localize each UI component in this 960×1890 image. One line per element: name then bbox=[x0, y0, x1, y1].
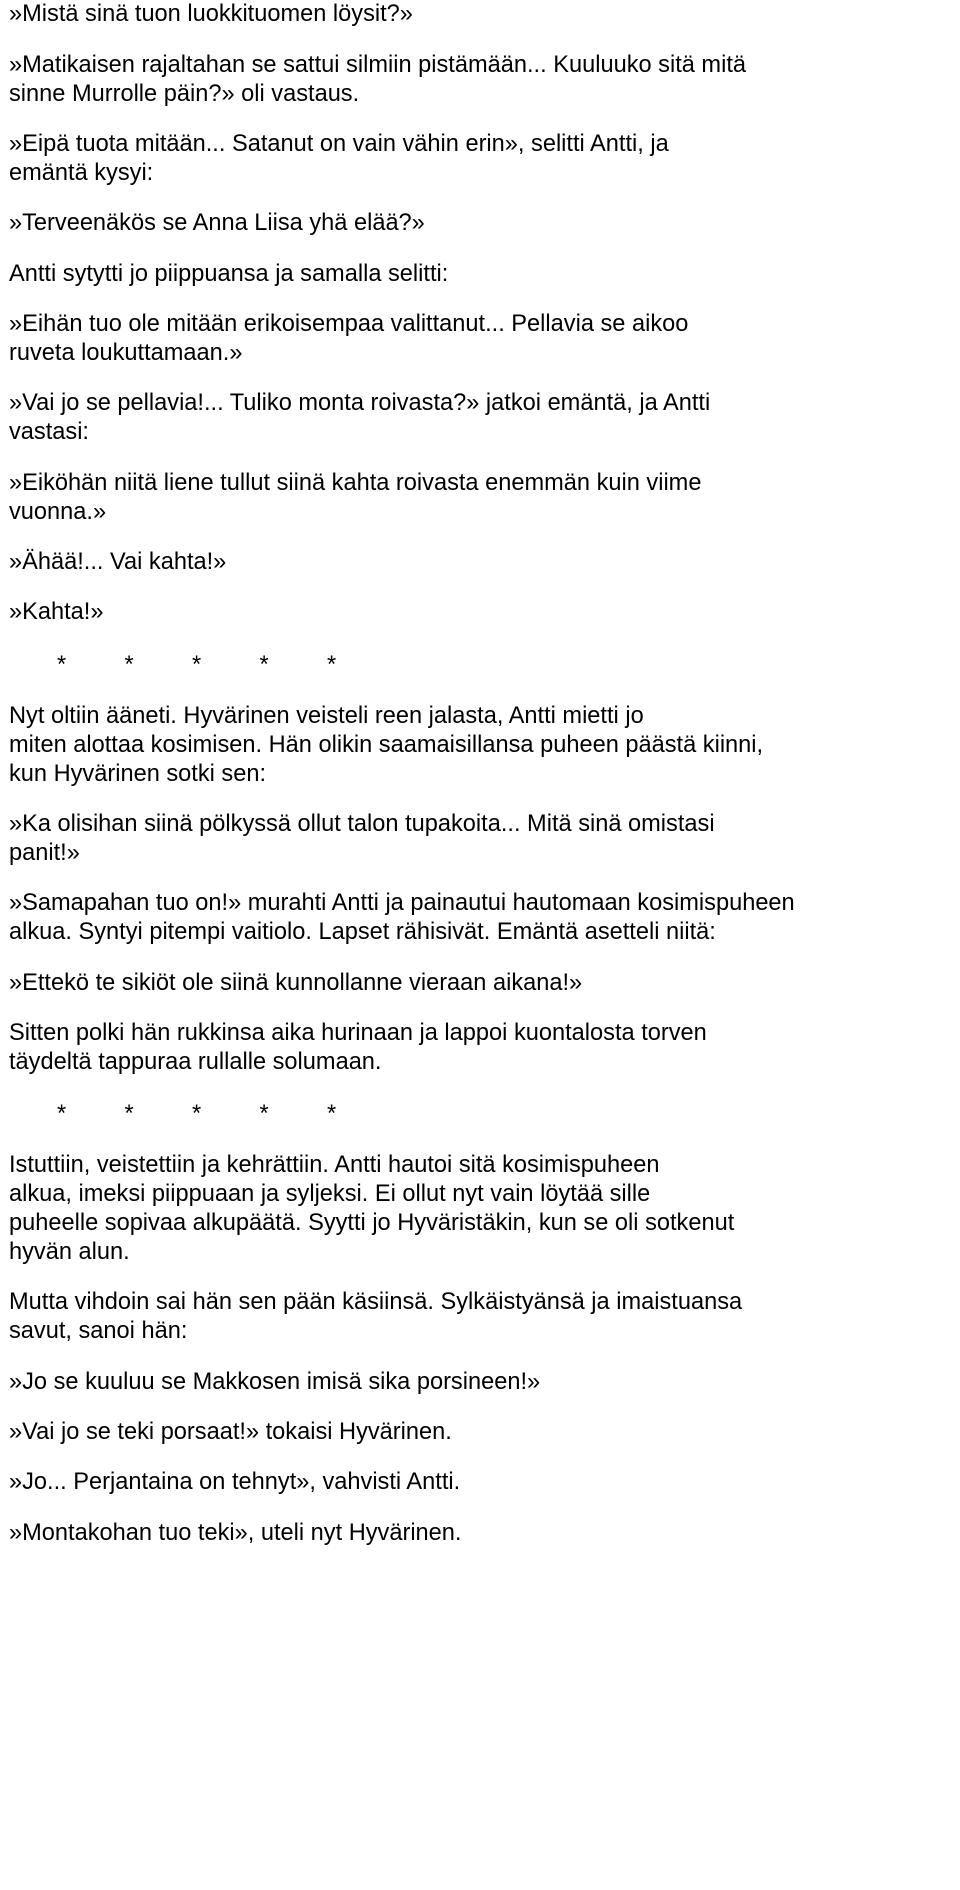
text-line: »Jo se kuuluu se Makkosen imisä sika porsineen!» bbox=[9, 1369, 541, 1395]
divider-asterisk: * bbox=[57, 1101, 67, 1127]
divider-asterisk: * bbox=[124, 1101, 134, 1127]
divider-asterisk: * bbox=[192, 1101, 202, 1127]
text-line: »Vai jo se pellavia!... Tuliko monta roivasta?» jatkoi emäntä, ja Antti bbox=[9, 390, 711, 416]
text-line: Istuttiin, veistettiin ja kehrättiin. Antti hautoi sitä kosimispuheen bbox=[9, 1152, 660, 1178]
divider-asterisk: * bbox=[124, 652, 134, 678]
text-line: Mutta vihdoin sai hän sen pään käsiinsä. Sylkäistyänsä ja imaistuansa bbox=[9, 1289, 743, 1315]
text-line: puheelle sopivaa alkupäätä. Syytti jo Hyväristäkin, kun se oli sotkenut bbox=[9, 1210, 735, 1236]
text-line: »Montakohan tuo teki», uteli nyt Hyvärinen. bbox=[9, 1520, 462, 1546]
divider-asterisk: * bbox=[192, 652, 202, 678]
text-line: emäntä kysyi: bbox=[9, 160, 154, 186]
text-line: »Jo... Perjantaina on tehnyt», vahvisti Antti. bbox=[9, 1469, 461, 1495]
text-line: miten alottaa kosimisen. Hän olikin saamaisillansa puheen päästä kiinni, bbox=[9, 732, 764, 758]
text-line: vuonna.» bbox=[9, 499, 107, 525]
divider-asterisk: * bbox=[327, 1101, 337, 1127]
text-line: Sitten polki hän rukkinsa aika hurinaan ja lappoi kuontalosta torven bbox=[9, 1020, 707, 1046]
divider-asterisk: * bbox=[57, 652, 67, 678]
divider-asterisk: * bbox=[327, 652, 337, 678]
text-line: Nyt oltiin ääneti. Hyvärinen veisteli reen jalasta, Antti mietti jo bbox=[9, 703, 644, 729]
text-line: alkua, imeksi piippuaan ja syljeksi. Ei ollut nyt vain löytää sille bbox=[9, 1181, 651, 1207]
text-line: »Matikaisen rajaltahan se sattui silmiin pistämään... Kuuluuko sitä mitä bbox=[9, 52, 747, 78]
text-line: täydeltä tappuraa rullalle solumaan. bbox=[9, 1049, 382, 1075]
text-line: vastasi: bbox=[9, 419, 89, 445]
text-line: savut, sanoi hän: bbox=[9, 1318, 188, 1344]
text-line: »Samapahan tuo on!» murahti Antti ja painautui hautomaan kosimispuheen bbox=[9, 890, 795, 916]
text-line: panit!» bbox=[9, 840, 80, 866]
text-line: »Ähää!... Vai kahta!» bbox=[9, 549, 227, 575]
text-line: ruveta loukuttamaan.» bbox=[9, 340, 243, 366]
text-line: Antti sytytti jo piippuansa ja samalla selitti: bbox=[9, 261, 449, 287]
text-line: kun Hyvärinen sotki sen: bbox=[9, 761, 267, 787]
text-line: »Eiköhän niitä liene tullut siinä kahta roivasta enemmän kuin viime bbox=[9, 470, 702, 496]
text-line: »Ettekö te sikiöt ole siinä kunnollanne vieraan aikana!» bbox=[9, 970, 583, 996]
text-line: »Eihän tuo ole mitään erikoisempaa valittanut... Pellavia se aikoo bbox=[9, 311, 689, 337]
text-line: hyvän alun. bbox=[9, 1239, 130, 1265]
section-divider bbox=[57, 651, 395, 680]
section-divider bbox=[57, 1100, 395, 1129]
text-line: »Ka olisihan siinä pölkyssä ollut talon tupakoita... Mitä sinä omistasi bbox=[9, 811, 715, 837]
divider-asterisk: * bbox=[259, 652, 269, 678]
text-line: »Vai jo se teki porsaat!» tokaisi Hyvärinen. bbox=[9, 1419, 452, 1445]
divider-asterisk: * bbox=[259, 1101, 269, 1127]
text-line: »Mistä sinä tuon luokkituomen löysit?» bbox=[9, 1, 413, 27]
text-line: alkua. Syntyi pitempi vaitiolo. Lapset rähisivät. Emäntä asetteli niitä: bbox=[9, 919, 716, 945]
text-line: »Terveenäkös se Anna Liisa yhä elää?» bbox=[9, 210, 425, 236]
text-line: »Eipä tuota mitään... Satanut on vain vähin erin», selitti Antti, ja bbox=[9, 131, 669, 157]
text-line: sinne Murrolle päin?» oli vastaus. bbox=[9, 81, 360, 107]
text-line: »Kahta!» bbox=[9, 599, 104, 625]
